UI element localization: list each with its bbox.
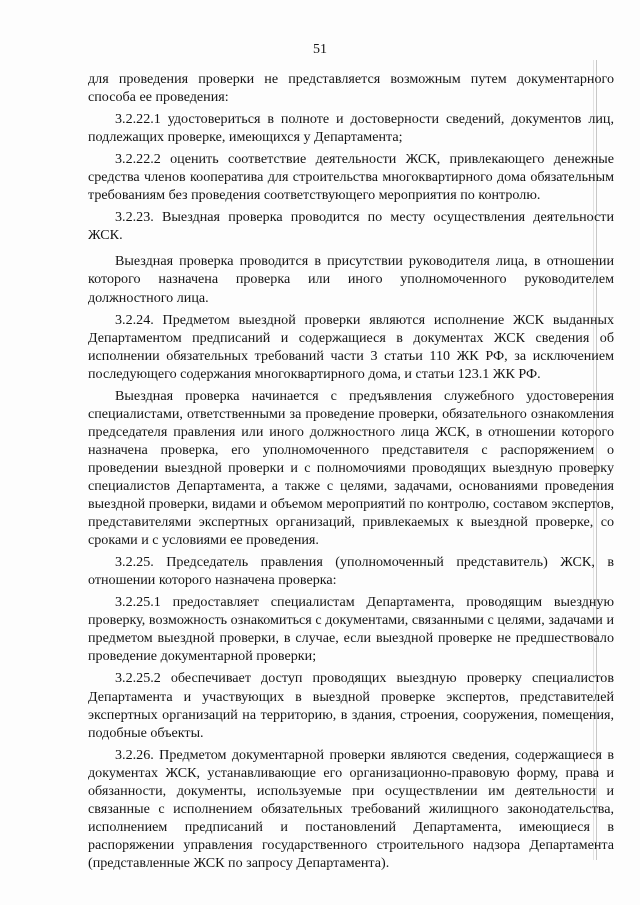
paragraph-3-2-22-1: 3.2.22.1 удостовериться в полноте и достоверности сведений, документов лиц, подлежащих проверке, имеющихся у Департамента; <box>88 111 614 146</box>
paragraph-3-2-25-1: 3.2.25.1 предоставляет специалистам Департамента, проводящим выездную проверку, возможность ознакомиться с документами, связанными с целями, задачами и предметом выездной проверки, в случае, если выездной проверке не предшествовало проведение документарной проверки; <box>88 594 614 665</box>
paragraph-onsite-start: Выездная проверка начинается с предъявления служебного удостоверения специалистами, ответственными за проведение проверки, обязательного ознакомления председателя правления или иного должностного лица ЖСК, в отношении которого назначена проверка, его уполномоченного представителя с распоряжением о проведении выездной проверки и с полномочиями проводящих выездную проверку специалистов Департамента, а также с целями, задачами, основаниями проведения выездной проверки, видами и объемом мероприятий по контролю, составом экспертов, представителями экспертных организаций, привлекаемых к выездной проверке, со сроками и с условиями ее проведения. <box>88 387 614 549</box>
paragraph-3-2-22-2: 3.2.22.2 оценить соответствие деятельности ЖСК, привлекающего денежные средства членов кооператива для строительства многоквартирного дома обязательным требованиям без проведения соответствующего мероприятия по контролю. <box>88 151 614 204</box>
document-body <box>88 70 614 872</box>
paragraph-3-2-25: 3.2.25. Председатель правления (уполномоченный представитель) ЖСК, в отношении которого назначена проверка: <box>88 554 614 589</box>
paragraph-3-2-23: 3.2.23. Выездная проверка проводится по месту осуществления деятельности ЖСК. <box>88 209 614 244</box>
page-number: 51 <box>313 42 327 57</box>
paragraph-3-2-26: 3.2.26. Предметом документарной проверки являются сведения, содержащиеся в документах ЖСК, устанавливающие его организационно-правовую форму, права и обязанности, документы, используемые при осуществлении им деятельности и связанные с исполнением обязательных требований жилищного законодательства, исполнением предписаний и постановлений Департамента, имеющиеся в распоряжении управления государственного строительного надзора Департамента (представленные ЖСК по запросу Департамента). <box>88 746 614 871</box>
paragraph-onsite-presence: Выездная проверка проводится в присутствии руководителя лица, в отношении которого назначена проверка или иного уполномоченного руководителем должностного лица. <box>88 253 614 306</box>
paragraph-continuation: для проведения проверки не представляется возможным путем документарного способа ее проведения: <box>88 71 614 106</box>
paragraph-3-2-25-2: 3.2.25.2 обеспечивает доступ проводящих выездную проверку специалистов Департамента и участвующих в выездной проверке экспертов, представителей экспертных организаций на территорию, в здания, строения, сооружения, помещения, подобные объекты. <box>88 670 614 741</box>
paragraph-3-2-24: 3.2.24. Предметом выездной проверки являются исполнение ЖСК выданных Департаментом предписаний и содержащиеся в документах ЖСК сведения об исполнении обязательных требований части 3 статьи 110 ЖК РФ, за исключением последующего содержания многоквартирного дома, и статьи 123.1 ЖК РФ. <box>88 311 614 382</box>
